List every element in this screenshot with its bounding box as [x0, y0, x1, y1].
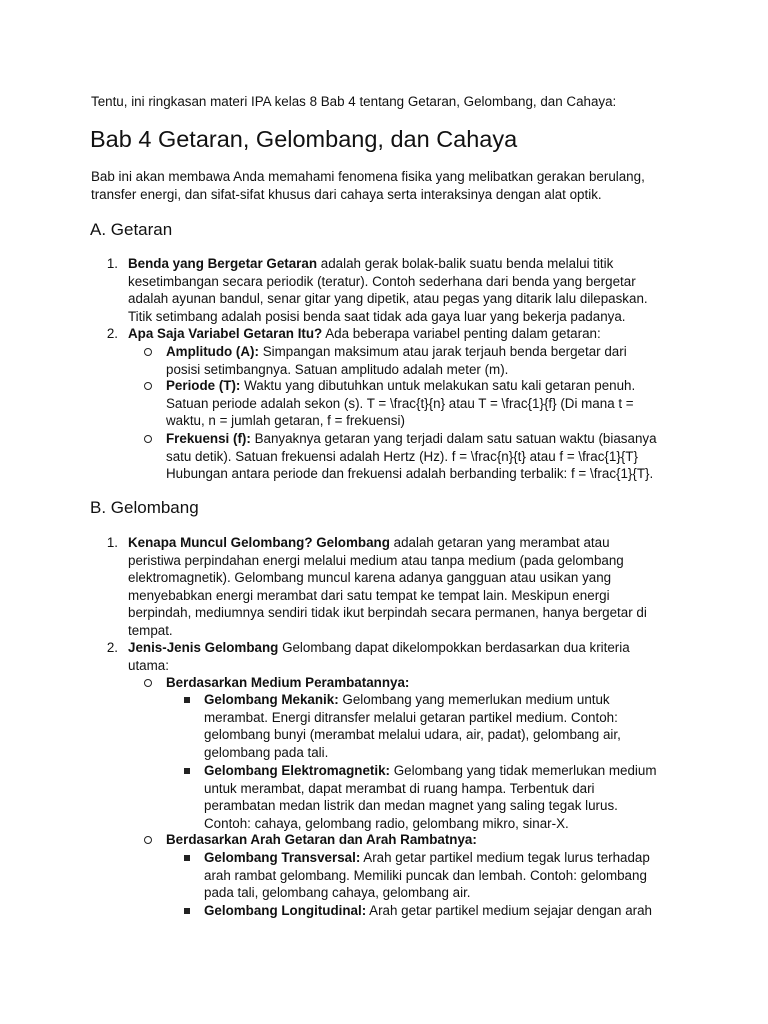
square-bullet-icon	[184, 908, 190, 914]
text-line: Arah getar partikel medium sejajar dengan arah	[369, 903, 653, 918]
term-bold: Jenis-Jenis Gelombang	[128, 640, 279, 655]
text-line: adalah getaran yang merambat atau	[393, 535, 610, 550]
text-line: arah rambat gelombang. Memiliki puncak dan lembah. Contoh: gelombang	[204, 867, 647, 883]
text-line: kesetimbangan secara periodik (teratur). Contoh sederhana dari benda yang bergetar	[128, 273, 636, 289]
text-line: perambatan medan listrik dan medan magnet yang saling tegak lurus.	[204, 798, 618, 813]
text-line: tempat.	[128, 622, 173, 638]
subheading-bold: Berdasarkan Arah Getaran dan Arah Rambatnya:	[166, 832, 477, 847]
text-line: Gelombang yang memerlukan medium untuk	[342, 692, 610, 707]
text-line: Titik setimbang adalah posisi benda saat tidak ada gaya luar yang bekerja padanya.	[128, 308, 626, 324]
term-bold: Gelombang Elektromagnetik:	[204, 763, 391, 778]
text-line: gelombang bunyi (merambat melalui udara, air, padat), gelombang air,	[204, 727, 621, 742]
text-line: Simpangan maksimum atau jarak terjauh benda bergetar dari	[262, 344, 627, 359]
section-a-heading: A. Getaran	[90, 220, 173, 239]
term-bold: Gelombang Transversal:	[204, 850, 361, 865]
text-line: utama:	[128, 657, 169, 673]
text-line: Waktu yang dibutuhkan untuk melakukan satu kali getaran penuh.	[244, 378, 636, 393]
text-line: Hubungan antara periode dan frekuensi adalah berbanding terbalik: f = \frac{1}{T}.	[166, 466, 654, 481]
text-line: Banyaknya getaran yang terjadi dalam satu satuan waktu (biasanya	[254, 431, 657, 446]
text-line: Contoh: cahaya, gelombang radio, gelombang mikro, sinar-X.	[204, 815, 569, 831]
text-line: elektromagnetik). Gelombang muncul karena adanya gangguan atau usikan yang	[128, 570, 612, 585]
text-line: Satuan periode adalah sekon (s). T = \frac{t}{n} atau T = \frac{1}{f} (Di mana t =	[166, 395, 634, 411]
text-line: satu detik). Satuan frekuensi adalah Hertz (Hz). f = \frac{n}{t} atau f = \frac{1}{T}	[166, 448, 638, 464]
text-line: waktu, n = jumlah getaran, f = frekuensi)	[166, 413, 405, 428]
text-line: untuk merambat, dapat merambat di ruang hampa. Terbentuk dari	[204, 780, 595, 796]
text-line: pada tali, gelombang cahaya, gelombang air.	[204, 885, 471, 900]
hollow-bullet-icon	[144, 435, 152, 443]
intro-text: Tentu, ini ringkasan materi IPA kelas 8 Bab 4 tentang Getaran, Gelombang, dan Cahaya:	[91, 94, 617, 109]
list-number: 1.	[106, 256, 118, 271]
list-number: 2.	[106, 326, 118, 341]
text-line: gelombang pada tali.	[204, 744, 329, 760]
subheading-bold: Berdasarkan Medium Perambatannya:	[166, 675, 410, 690]
text-line: menyebabkan energi merambat dari satu tempat ke tempat lain. Meskipun energi	[128, 587, 610, 603]
hollow-bullet-icon	[144, 382, 152, 390]
text-line: adalah gerak bolak-balik suatu benda melalui titik	[320, 256, 614, 271]
page-title: Bab 4 Getaran, Gelombang, dan Cahaya	[90, 126, 518, 152]
text-line: Arah getar partikel medium tegak lurus terhadap	[363, 850, 650, 865]
text-line: posisi setimbangnya. Satuan amplitudo adalah meter (m).	[166, 361, 509, 377]
square-bullet-icon	[184, 855, 190, 861]
text-line: Ada beberapa variabel penting dalam getaran:	[325, 326, 601, 341]
hollow-bullet-icon	[144, 836, 152, 844]
term-bold: Gelombang Mekanik:	[204, 692, 339, 707]
term-bold: Amplitudo (A):	[166, 344, 259, 359]
term-bold: Frekuensi (f):	[166, 431, 251, 446]
text-line: merambat. Energi ditransfer melalui getaran partikel medium. Contoh:	[204, 709, 618, 725]
text-line: Gelombang yang tidak memerlukan medium	[393, 763, 657, 778]
section-b-heading: B. Gelombang	[90, 498, 199, 517]
term-bold: Gelombang Longitudinal:	[204, 903, 367, 918]
list-number: 2.	[106, 640, 118, 655]
term-bold: Apa Saja Variabel Getaran Itu?	[128, 326, 323, 341]
term-bold: Periode (T):	[166, 378, 241, 393]
text-line: berpindah, mediumnya sendiri tidak ikut berpindah secara permanen, hanya bergetar di	[128, 605, 647, 620]
square-bullet-icon	[184, 768, 190, 774]
description-line: transfer energi, dan sifat-sifat khusus dari cahaya serta interaksinya dengan alat optik.	[91, 186, 602, 202]
text-line: Gelombang dapat dikelompokkan berdasarkan dua kriteria	[282, 640, 630, 655]
hollow-bullet-icon	[144, 348, 152, 356]
chapter-description	[91, 168, 691, 203]
term-bold: Kenapa Muncul Gelombang? Gelombang	[128, 535, 390, 550]
term-bold: Benda yang Bergetar Getaran	[128, 256, 318, 271]
hollow-bullet-icon	[144, 679, 152, 687]
description-line: Bab ini akan membawa Anda memahami fenomena fisika yang melibatkan gerakan berulang,	[91, 169, 645, 184]
text-line: peristiwa perpindahan energi melalui medium atau tanpa medium (pada gelombang	[128, 552, 624, 568]
square-bullet-icon	[184, 697, 190, 703]
text-line: adalah ayunan bandul, senar gitar yang dipetik, atau pegas yang ditarik lalu dilepaskan.	[128, 291, 648, 306]
list-number: 1.	[106, 535, 118, 550]
